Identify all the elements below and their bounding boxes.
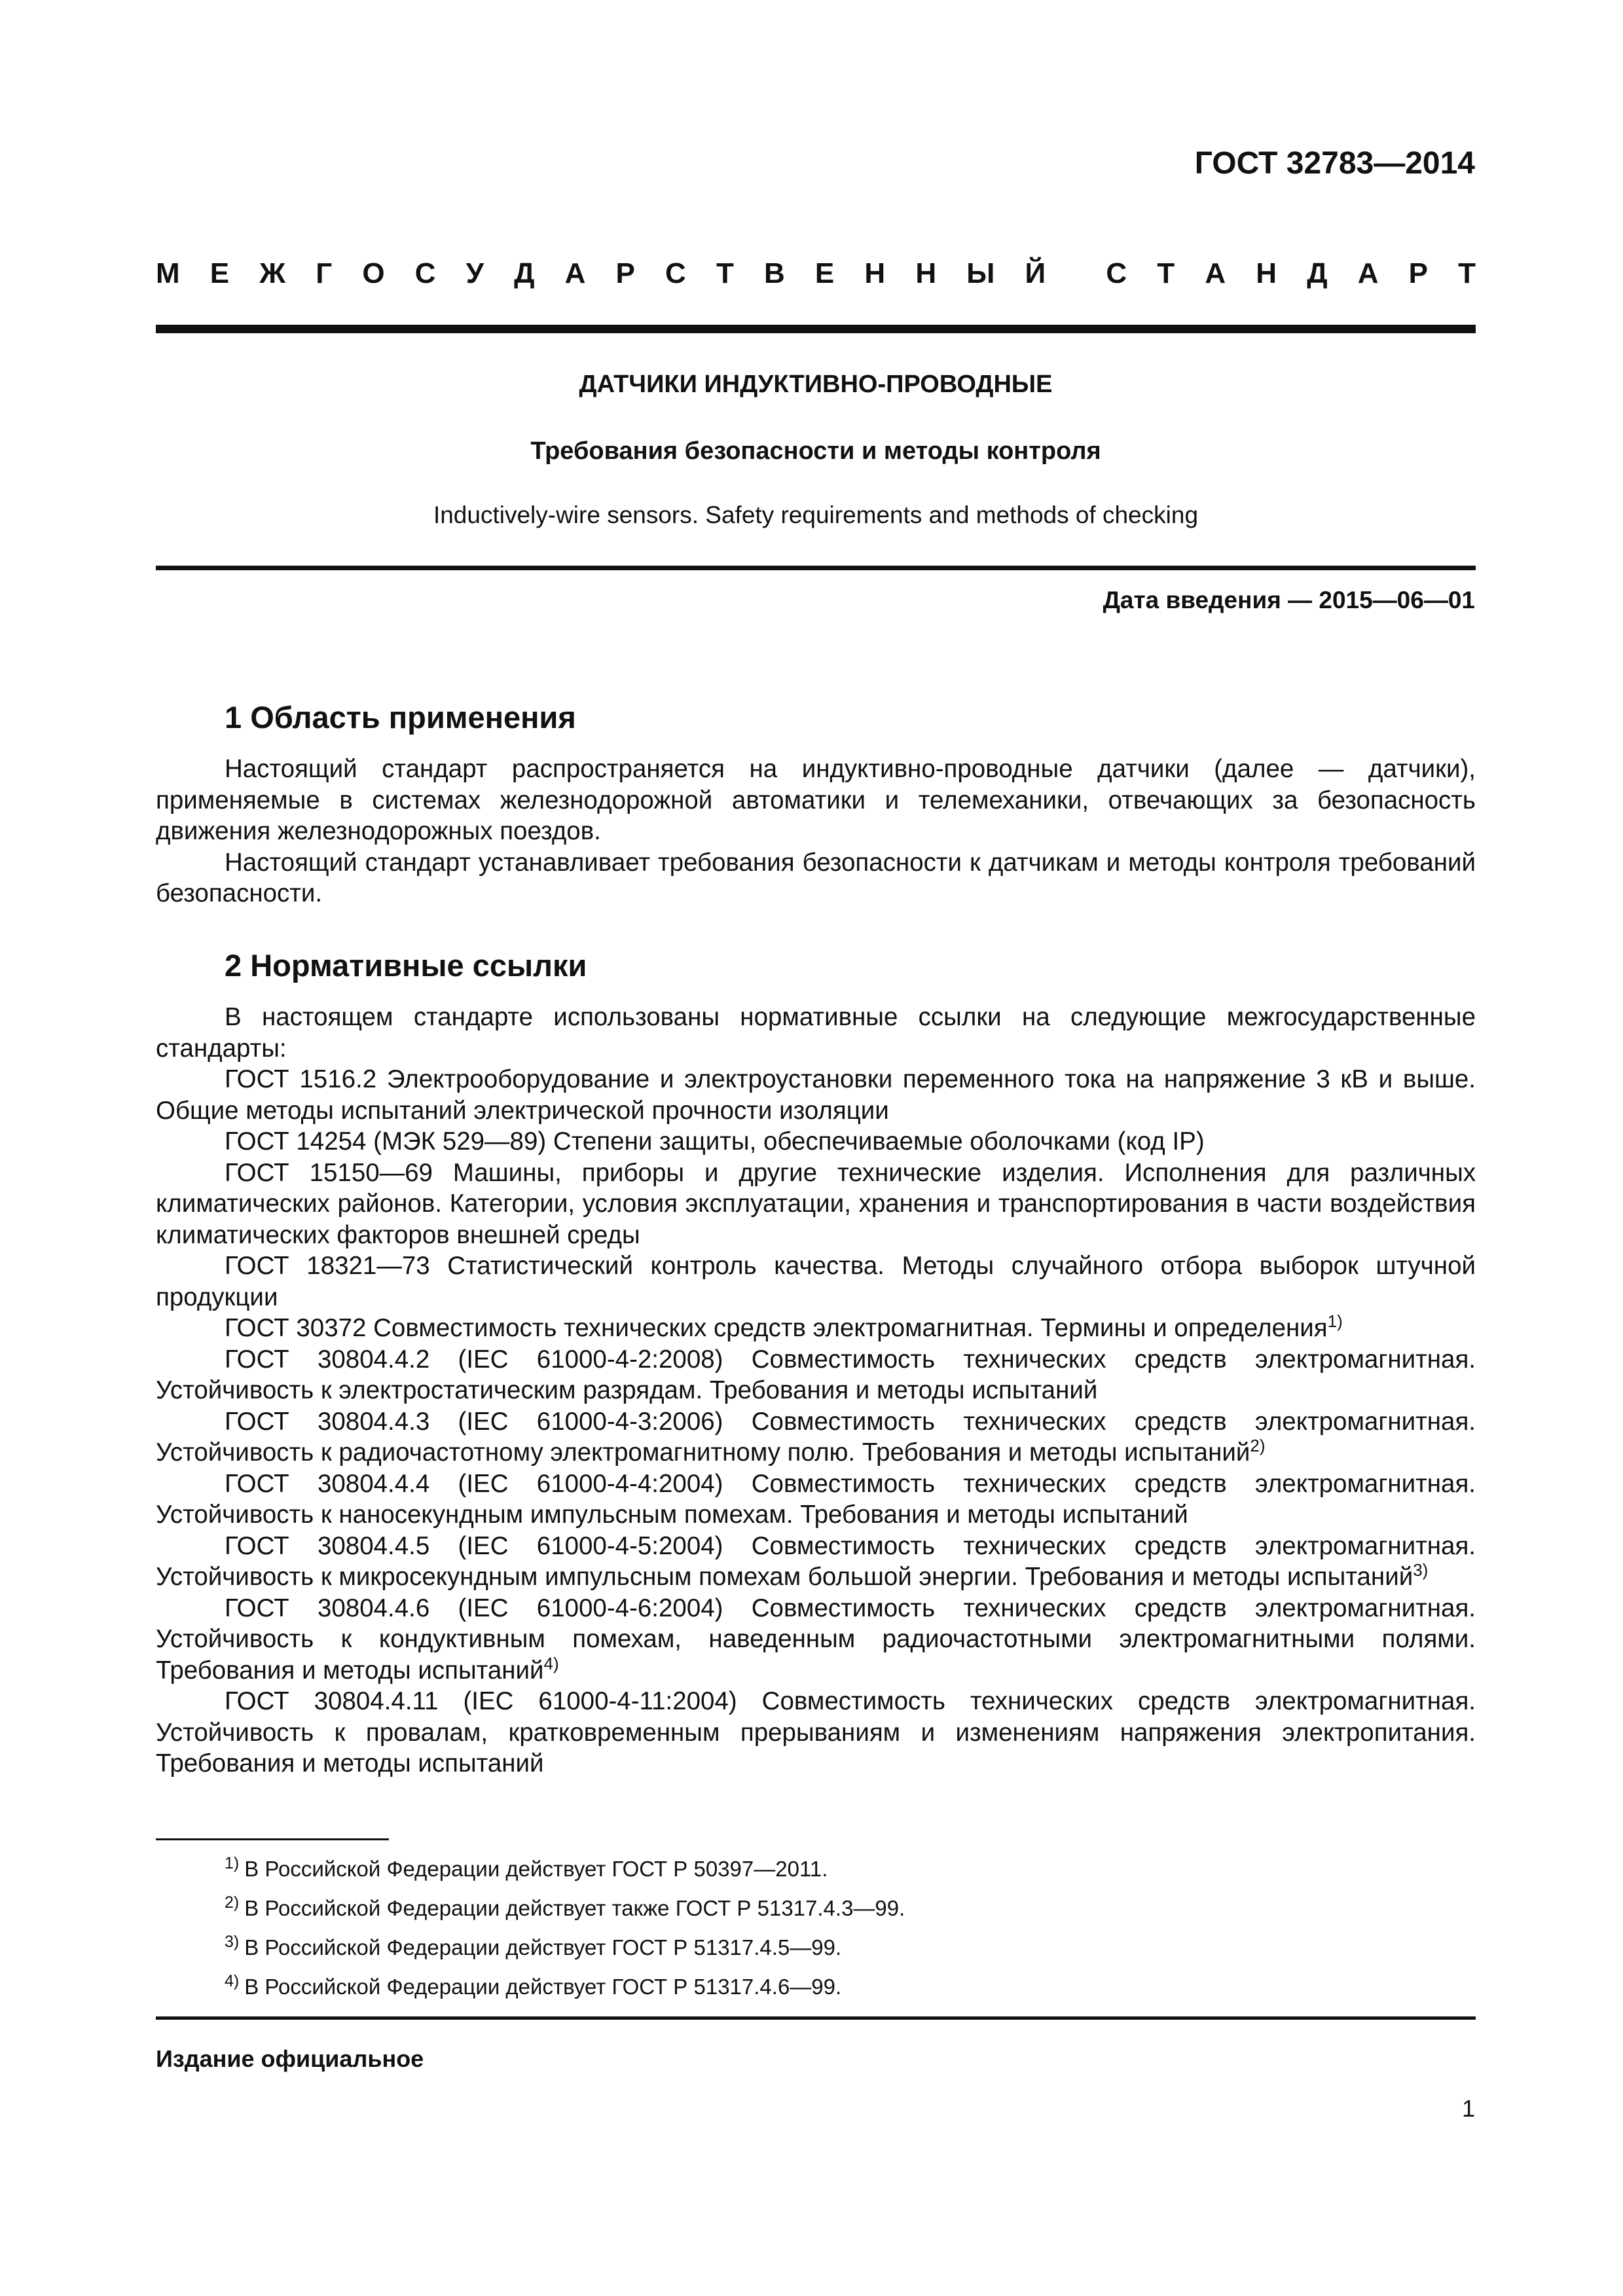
reference-item: ГОСТ 30804.4.5 (IEC 61000-4-5:2004) Совместимость технических средств электромагнитная. Устойчивость к микросекундным импульсным помехам большой энергии. Требования и методы испытаний$^{3)}$ xyxy=(156,1531,1476,1591)
paragraph: Настоящий стандарт распространяется на индуктивно-проводные датчики (далее — датчики), применяемые в системах железнодорожной автоматики и телемеханики, отвечающих за безопасность движения железнодорожных поездов. xyxy=(156,755,1476,845)
reference-item: ГОСТ 30804.4.6 (IEC 61000-4-6:2004) Совместимость технических средств электромагнитная. Устойчивость к кондуктивным помехам, наведенным радиочастотными электромагнитными полями. Требования и методы испытаний$^{4)}$ xyxy=(156,1594,1476,1685)
standard-type-spaced xyxy=(156,257,1476,290)
letter: С xyxy=(665,257,686,289)
footnote: $^{2)}$ В Российской Федерации действует также ГОСТ Р 51317.4.3—99. xyxy=(225,1893,905,1920)
letter: А xyxy=(1357,257,1379,289)
letter: А xyxy=(564,257,586,289)
section-2-heading: 2 Нормативные ссылки xyxy=(225,948,587,983)
reference-item: ГОСТ 15150—69 Машины, приборы и другие технические изделия. Исполнения для различных климатических районов. Категории, условия эксплуатации, хранения и транспортирования в части воздействия климатических факторов внешней среды xyxy=(156,1158,1476,1249)
letter: Н xyxy=(1256,257,1277,289)
letter: Н xyxy=(915,257,937,289)
letter: Р xyxy=(615,257,635,289)
paragraph: В настоящем стандарте использованы нормативные ссылки на следующие межгосударственные стандарты: xyxy=(156,1003,1476,1063)
reference-item: ГОСТ 14254 (МЭК 529—89) Степени защиты, обеспечиваемые оболочками (код IP) xyxy=(225,1127,1205,1156)
reference-item: ГОСТ 30372 Совместимость технических средств электромагнитная. Термины и определения$^{1)}$ xyxy=(225,1311,1343,1342)
letter: У xyxy=(465,257,484,289)
letter: Е xyxy=(814,257,835,289)
page-number: 1 xyxy=(1461,2095,1475,2122)
letter: О xyxy=(362,257,385,289)
footnote: $^{4)}$ В Российской Федерации действует ГОСТ Р 51317.4.6—99. xyxy=(225,1972,842,1999)
edition-label: Издание официальное xyxy=(156,2045,424,2072)
letter: М xyxy=(156,257,180,289)
footnote: $^{3)}$ В Российской Федерации действует ГОСТ Р 51317.4.5—99. xyxy=(225,1933,842,1959)
document-subtitle: Требования безопасности и методы контроля xyxy=(530,437,1101,465)
reference-item: ГОСТ 30804.4.2 (IEC 61000-4-2:2008) Совместимость технических средств электромагнитная. Устойчивость к электростатическим разрядам. Требования и методы испытаний xyxy=(156,1345,1476,1404)
reference-item: ГОСТ 30804.4.11 (IEC 61000-4-11:2004) Совместимость технических средств электромагнитная. Устойчивость к провалам, кратковременным прерываниям и изменениям напряжения электропитания. Требования и методы испытаний xyxy=(156,1687,1476,1777)
letter: С xyxy=(1106,257,1127,289)
document-code: ГОСТ 32783—2014 xyxy=(1194,146,1475,181)
reference-item: ГОСТ 30804.4.3 (IEC 61000-4-3:2006) Совместимость технических средств электромагнитная. Устойчивость к радиочастотному электромагнитному полю. Требования и методы испытаний$^{2)}$ xyxy=(156,1407,1476,1467)
letter: Т xyxy=(1157,257,1175,289)
section-1-body xyxy=(156,754,1476,909)
header-rule xyxy=(156,325,1476,333)
letter: Д xyxy=(1307,257,1328,289)
letter: Т xyxy=(1458,257,1476,289)
letter: Н xyxy=(864,257,886,289)
reference-item: ГОСТ 30804.4.4 (IEC 61000-4-4:2004) Совместимость технических средств электромагнитная. Устойчивость к наносекундным импульсным помехам. Требования и методы испытаний xyxy=(156,1469,1476,1529)
letter: Ж xyxy=(259,257,286,289)
title-rule xyxy=(156,566,1476,570)
paragraph: Настоящий стандарт устанавливает требования безопасности к датчикам и методы контроля требований безопасности. xyxy=(156,848,1476,907)
letter: С xyxy=(414,257,436,289)
reference-item: ГОСТ 1516.2 Электрооборудование и электроустановки переменного тока на напряжение 3 кВ и выше. Общие методы испытаний электрической прочности изоляции xyxy=(156,1065,1476,1125)
footer-rule xyxy=(156,2016,1476,2020)
reference-item: ГОСТ 18321—73 Статистический контроль качества. Методы случайного отбора выборок штучной продукции xyxy=(156,1252,1476,1311)
letter: Д xyxy=(514,257,535,289)
letter: Г xyxy=(316,257,333,289)
section-1-heading: 1 Область применения xyxy=(225,700,576,735)
letter: Ы xyxy=(966,257,995,289)
letter: Й xyxy=(1025,257,1046,289)
footnote-separator xyxy=(156,1838,389,1840)
english-title: Inductively-wire sensors. Safety requirements and methods of checking xyxy=(433,501,1199,528)
document-title: ДАТЧИКИ ИНДУКТИВНО-ПРОВОДНЫЕ xyxy=(579,371,1053,398)
letter: В xyxy=(764,257,785,289)
letter: А xyxy=(1205,257,1226,289)
footnote: $^{1)}$ В Российской Федерации действует ГОСТ Р 50397—2011. xyxy=(225,1854,828,1881)
letter: Т xyxy=(716,257,734,289)
introduction-date: Дата введения — 2015—06—01 xyxy=(1103,587,1475,613)
letter: Е xyxy=(210,257,230,289)
section-2-body xyxy=(156,1002,1476,1779)
letter: Р xyxy=(1408,257,1428,289)
